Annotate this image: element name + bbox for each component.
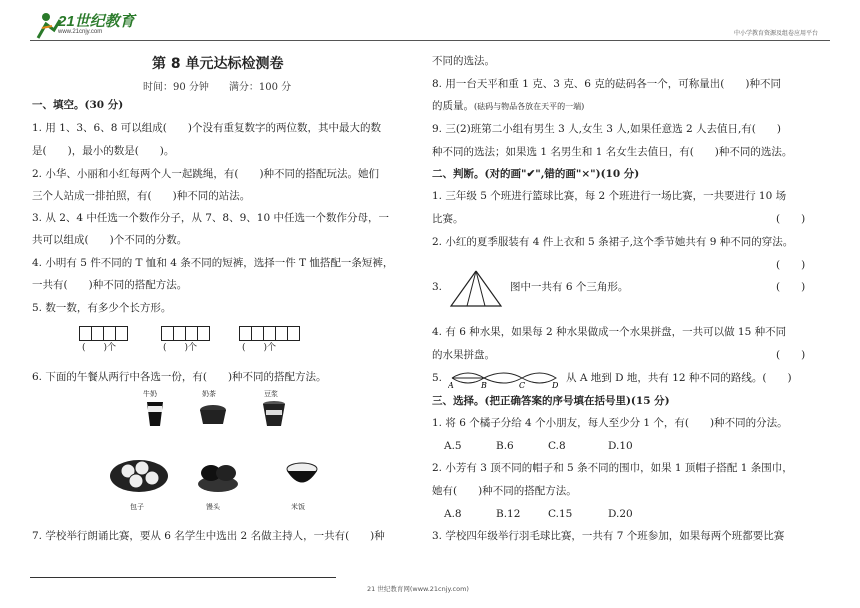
question-number: 5. [432, 372, 443, 384]
question-text: 2. 小红的夏季服装有 4 件上衣和 5 条裙子,这个季节她共有 9 种不同的穿法。 [432, 236, 794, 248]
soy-milk-icon [260, 398, 288, 428]
question-text: 从 A 地到 D 地，共有 12 种不同的路线。( ) [566, 372, 792, 384]
food-label: 馒头 [206, 503, 220, 511]
milk-icon [140, 398, 170, 428]
question-text: 1. 三年级 5 个班进行篮球比赛，每 2 个班进行一场比赛，一共要进行 10 场 [432, 190, 787, 202]
header-divider [30, 40, 830, 41]
brand-name: 21世纪教育 [58, 13, 135, 30]
question-text: 一共有( )种不同的搭配方法。 [32, 279, 188, 291]
section-true-false: 二、判断。(对的画"✔",错的画"×")(10 分) [432, 168, 640, 180]
buns-icon [108, 452, 170, 494]
triangle-figure [448, 268, 504, 310]
question-text: 2. 小华、小丽和小红每两个人一起跳绳，有( )种不同的搭配玩法。她们 [32, 168, 380, 180]
header-platform-text: 中小学教育资源及组卷应用平台 [733, 30, 818, 37]
option: A.5 [444, 440, 462, 452]
question-text: 8. 用一台天平和重 1 克、3 克、6 克的砝码各一个，可称量出( )种不同 [432, 78, 781, 90]
question-text: 2. 小芳有 3 顶不同的帽子和 5 条不同的围巾，如果 1 顶帽子搭配 1 条围巾， [432, 462, 793, 474]
exam-info: 时间：90 分钟 满分：100 分 [143, 82, 292, 93]
option: A.8 [444, 508, 462, 520]
food-label: 豆浆 [264, 390, 278, 398]
question-text: 6. 下面的午餐从两行中各选一份，有( )种不同的搭配方法。 [32, 371, 327, 383]
answer-blank: ( )个 [163, 343, 198, 353]
question-text [432, 99, 584, 114]
food-label: 牛奶 [143, 390, 157, 398]
option: B.12 [496, 508, 521, 520]
food-label: 包子 [130, 503, 144, 511]
footer-text: 21 世纪教育网(www.21cnjy.com) [367, 585, 469, 593]
question-text: 4. 有 6 种水果，如果每 2 种水果做成一个水果拼盘，一共可以做 15 种不同 [432, 326, 787, 338]
rectangle-strip [80, 326, 128, 341]
question-text: 三个人站成一排拍照，有( )种不同的站法。 [32, 190, 251, 202]
brand-url: www.21cnjy.com [58, 29, 103, 35]
route-diagram [448, 366, 562, 390]
question-text: 7. 学校举行朗诵比赛，要从 6 名学生中选出 2 名做主持人，一共有( )种 [32, 530, 385, 542]
question-text: 1. 用 1、3、6、8 可以组成( )个没有重复数字的两位数，其中最大的数 [32, 122, 381, 134]
rice-bowl-icon [284, 460, 320, 490]
question-text: 不同的选法。 [432, 55, 495, 67]
question-number: 3. [432, 281, 443, 293]
rectangle-strip [240, 326, 300, 341]
footer-divider [30, 577, 336, 578]
rectangle-strip [162, 326, 210, 341]
question-text: 3. 学校四年级举行羽毛球比赛，一共有 7 个班参加，如果每两个班都要比赛 [432, 530, 785, 542]
milk-tea-icon [197, 402, 229, 428]
question-text: 是( )，最小的数是( )。 [32, 145, 175, 157]
section-fill-in: 一、填空。(30 分) [32, 99, 124, 111]
route-label: A [448, 381, 454, 390]
answer-blank: ( )个 [82, 343, 117, 353]
question-note: (砝码与物品各放在天平的一端) [474, 102, 585, 111]
route-label: D [552, 381, 559, 390]
question-text: 4. 小明有 5 件不同的 T 恤和 4 条不同的短裤，选择一件 T 恤搭配一条短裤， [32, 257, 394, 269]
option: B.6 [496, 440, 514, 452]
route-label: C [519, 381, 526, 390]
question-text: 的质量。 [432, 100, 474, 112]
option: D.20 [608, 508, 633, 520]
page-title: 第 8 单元达标检测卷 [152, 56, 284, 72]
option: D.10 [608, 440, 633, 452]
question-text: 3. 从 2、4 中任选一个数作分子，从 7、8、9、10 中任选一个数作分母，一 [32, 212, 389, 224]
answer-blank: ( )个 [242, 343, 277, 353]
question-text: 共可以组成( )个不同的分数。 [32, 234, 188, 246]
option: C.8 [548, 440, 566, 452]
question-text: 图中一共有 6 个三角形。 [510, 281, 629, 293]
option: C.15 [548, 508, 573, 520]
food-label: 米饭 [291, 503, 305, 511]
question-text: 她有( )种不同的搭配方法。 [432, 485, 577, 497]
question-text: 比赛。 [432, 213, 464, 225]
answer-blank: ( ) [776, 259, 806, 271]
answer-blank: ( ) [776, 213, 806, 225]
food-label: 奶茶 [202, 390, 216, 398]
question-text: 种不同的选法；如果选 1 名男生和 1 名女生去值日，有( )种不同的选法。 [432, 146, 793, 158]
question-text: 1. 将 6 个橘子分给 4 个小朋友，每人至少分 1 个，有( )种不同的分法。 [432, 417, 788, 429]
question-text: 9. 三(2)班第二小组有男生 3 人,女生 3 人,如果任意选 2 人去值日,有( ) [432, 123, 782, 135]
question-text: 的水果拼盘。 [432, 349, 495, 361]
section-choice: 三、选择。(把正确答案的序号填在括号里)(15 分) [432, 395, 670, 407]
route-label: B [481, 381, 487, 390]
answer-blank: ( ) [776, 349, 806, 361]
answer-blank: ( ) [776, 281, 806, 293]
question-text: 5. 数一数，有多少个长方形。 [32, 302, 172, 314]
steamed-bun-icon [196, 458, 240, 494]
